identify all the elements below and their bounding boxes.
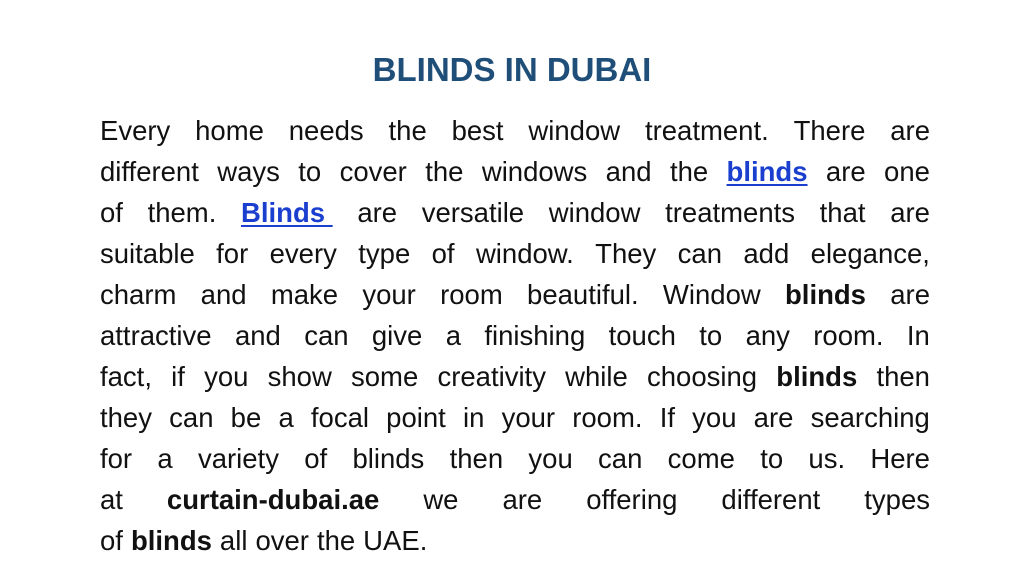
text-line <box>100 151 930 192</box>
word: finishing <box>484 320 586 351</box>
word: of <box>431 238 455 269</box>
word: different <box>100 156 199 187</box>
word: searching <box>810 402 930 433</box>
word: blinds <box>352 443 425 474</box>
word: make <box>270 279 339 310</box>
word: we <box>423 484 459 515</box>
word: can <box>169 402 214 433</box>
word: window <box>528 115 621 146</box>
word: the <box>388 115 427 146</box>
word: creativity <box>437 361 546 392</box>
word: your <box>362 279 416 310</box>
page-title: BLINDS IN DUBAI <box>372 51 652 88</box>
word: suitable <box>100 238 195 269</box>
word: you <box>528 443 573 474</box>
word: at <box>100 484 123 515</box>
word: while <box>565 361 628 392</box>
bold-keyword: blinds <box>776 361 858 392</box>
word: If <box>659 402 675 433</box>
word: a <box>278 402 294 433</box>
word: focal <box>310 402 369 433</box>
word: they <box>100 402 152 433</box>
site-name: curtain-dubai.ae <box>166 484 380 515</box>
bold-keyword: blinds <box>785 279 866 310</box>
word: room <box>440 279 503 310</box>
word: you <box>204 361 249 392</box>
word: add <box>743 238 790 269</box>
word: show <box>267 361 332 392</box>
word: point <box>386 402 446 433</box>
word: offering <box>586 484 678 515</box>
word: any <box>745 320 790 351</box>
word: treatments <box>665 197 796 228</box>
text-line <box>100 479 930 520</box>
word: best <box>451 115 504 146</box>
word: a <box>157 443 173 474</box>
word: different <box>721 484 821 515</box>
word: them. <box>147 197 217 228</box>
word: ways <box>217 156 280 187</box>
word: attractive <box>100 320 212 351</box>
word: of <box>304 443 328 474</box>
text-line <box>100 192 930 233</box>
word: room. <box>572 402 643 433</box>
word: UAE. <box>363 525 428 556</box>
text-line <box>100 520 930 561</box>
word: window. <box>475 238 574 269</box>
word: be <box>230 402 262 433</box>
word: of <box>100 197 123 228</box>
bold-keyword: blinds <box>130 525 212 556</box>
word: the <box>316 525 356 556</box>
word: in <box>462 402 485 433</box>
word: elegance, <box>810 238 930 269</box>
word: needs <box>288 115 364 146</box>
word: and <box>200 279 247 310</box>
word: come <box>667 443 735 474</box>
word: beautiful. <box>527 279 639 310</box>
word: over <box>255 525 309 556</box>
text-line <box>100 438 930 479</box>
blinds-link-2[interactable]: Blinds <box>241 197 333 228</box>
word: can <box>677 238 723 269</box>
word: variety <box>197 443 279 474</box>
word: windows <box>481 156 588 187</box>
word: to <box>298 156 322 187</box>
word: your <box>501 402 556 433</box>
word: can <box>304 320 349 351</box>
word: are <box>357 197 398 228</box>
word: the <box>669 156 709 187</box>
word: They <box>595 238 657 269</box>
word: to <box>699 320 723 351</box>
word: to <box>760 443 784 474</box>
word: give <box>371 320 423 351</box>
word: you <box>692 402 737 433</box>
word: for <box>100 443 133 474</box>
word: cover <box>339 156 407 187</box>
word: and <box>234 320 281 351</box>
word: every <box>269 238 337 269</box>
word: choosing <box>647 361 758 392</box>
text-line <box>100 397 930 438</box>
word: types <box>864 484 930 515</box>
word: if <box>171 361 185 392</box>
body-paragraph <box>100 110 930 561</box>
word: all <box>219 525 248 556</box>
word: that <box>819 197 866 228</box>
word: and <box>605 156 652 187</box>
text-line <box>100 274 930 315</box>
word: room. <box>813 320 884 351</box>
word: a <box>445 320 461 351</box>
word: are <box>890 279 930 310</box>
word: then <box>449 443 504 474</box>
word: for <box>216 238 249 269</box>
word: of <box>100 525 123 556</box>
word: are <box>890 115 930 146</box>
word: touch <box>608 320 676 351</box>
word: There <box>793 115 866 146</box>
word: then <box>876 361 930 392</box>
text-line <box>100 356 930 397</box>
word: Window <box>662 279 761 310</box>
text-line <box>100 315 930 356</box>
word: are <box>502 484 543 515</box>
word: are <box>753 402 794 433</box>
word: Every <box>100 115 171 146</box>
word: the <box>425 156 464 187</box>
word: window <box>548 197 641 228</box>
word: In <box>906 320 930 351</box>
word: some <box>351 361 419 392</box>
text-line <box>100 233 930 274</box>
word: are <box>825 156 866 187</box>
word: one <box>884 156 930 187</box>
word: treatment. <box>644 115 769 146</box>
word: home <box>195 115 264 146</box>
word: fact, <box>100 361 152 392</box>
word: versatile <box>421 197 525 228</box>
blinds-link[interactable]: blinds <box>726 156 808 187</box>
word: can <box>598 443 643 474</box>
text-line <box>100 110 930 151</box>
word: are <box>890 197 930 228</box>
word: type <box>358 238 411 269</box>
word: Here <box>870 443 930 474</box>
word: charm <box>100 279 177 310</box>
word: us. <box>808 443 846 474</box>
